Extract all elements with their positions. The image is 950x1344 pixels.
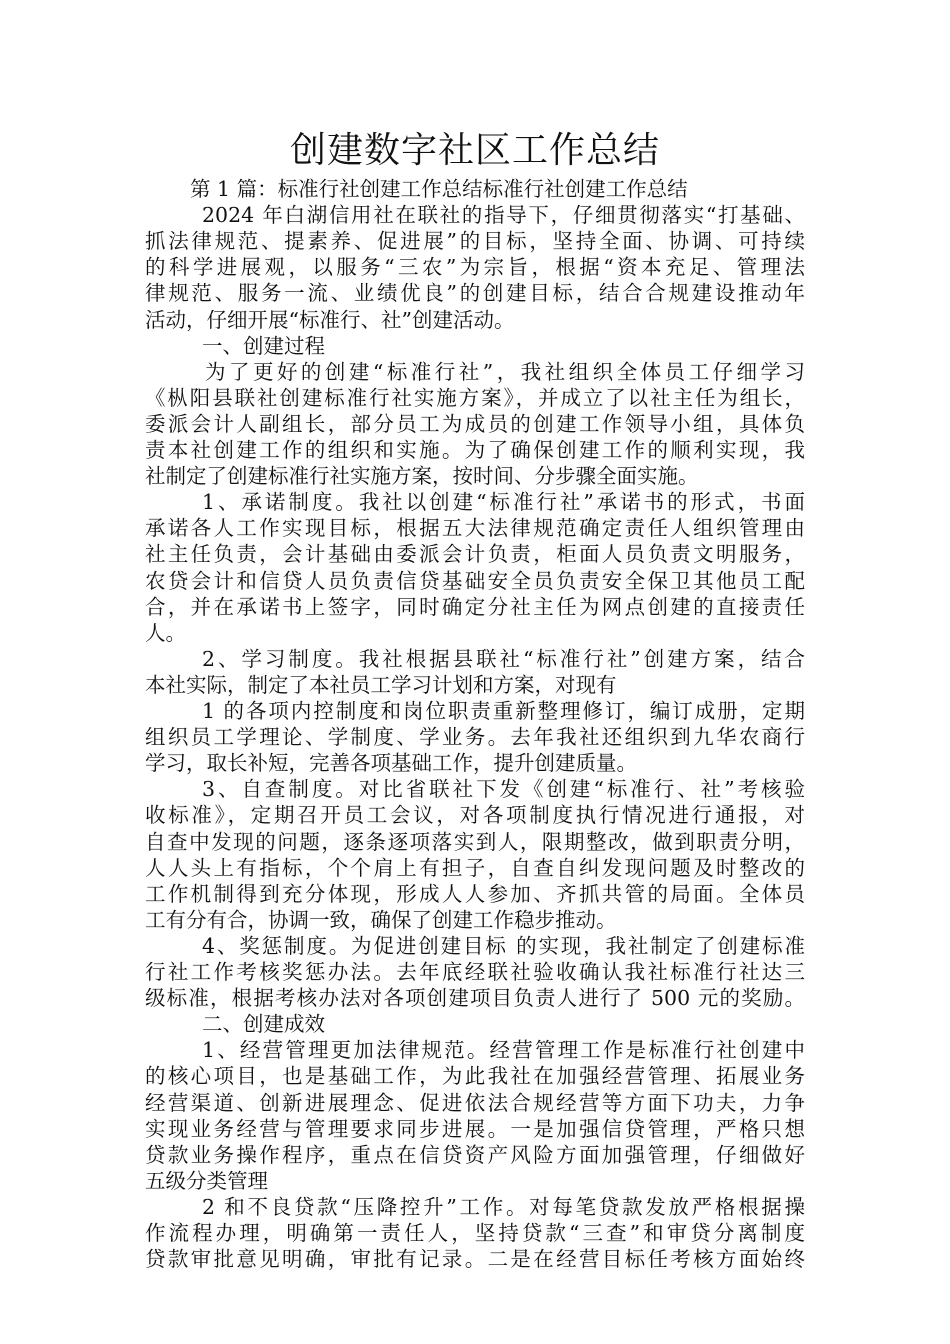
paragraph-line: 社主任负责，会计基础由委派会计负责，柜面人员负责文明服务， <box>145 542 805 567</box>
paragraph-line: 级标准，根据考核办法对各项创建项目负责人进行了 500 元的奖励。 <box>145 986 805 1011</box>
paragraph-line: 贷款审批意见明确，审批有记录。二是在经营目标任考核方面始终 <box>145 1247 805 1272</box>
paragraph-line: 人。 <box>145 620 186 645</box>
paragraph-line: 2、学习制度。我社根据县联社“标准行社”创建方案，结合 <box>202 646 805 671</box>
paragraph-line: 4、奖惩制度。为促进创建目标 的实现，我社制定了创建标准 <box>202 933 805 958</box>
paragraph-line: 农贷会计和信贷人员负责信贷基础安全员负责安全保卫其他员工配 <box>145 568 805 593</box>
paragraph-line: 学习，取长补短，完善各项基础工作，提升创建质量。 <box>145 751 637 776</box>
paragraph-line: 经营渠道、创新进展理念、促进依法合规经营等方面下功夫，力争 <box>145 1090 805 1115</box>
paragraph-line: 为了更好的创建“标准行社”，我社组织全体员工仔细学习 <box>205 359 805 384</box>
paragraph-line: 3、自查制度。对比省联社下发《创建“标准行、社”考核验 <box>202 777 805 802</box>
paragraph-line: 责本社创建工作的组织和实施。为了确保创建工作的顺利实现，我 <box>145 438 805 462</box>
paragraph-line: 实现业务经营与管理要求同步进展。一是加强信贷管理，严格只想 <box>145 1116 805 1141</box>
paragraph-line: 1 的各项内控制度和岗位职责重新整理修订，编订成册，定期 <box>202 699 805 723</box>
paragraph-line: 合，并在承诺书上签字，同时确定分社主任为网点创建的直接责任 <box>145 594 805 619</box>
paragraph-line: 委派会计人副组长，部分员工为成员的创建工作领导小组，具体负 <box>145 411 805 436</box>
paragraph-line: 五级分类管理 <box>145 1168 268 1193</box>
paragraph-line: 二、创建成效 <box>202 1012 325 1037</box>
paragraph-line: 活动，仔细开展“标准行、社”创建活动。 <box>145 307 515 332</box>
paragraph-line: 1、经营管理更加法律规范。经营管理工作是标准行社创建中 <box>202 1038 805 1063</box>
paragraph-line: 承诺各人工作实现目标，根据五大法律规范确定责任人组织管理由 <box>145 516 805 541</box>
paragraph-line: 《枞阳县联社创建标准行社实施方案》，并成立了以社主任为组长， <box>145 385 805 410</box>
paragraph-line: 工作机制得到充分体现，形成人人参加、齐抓共管的局面。全体员 <box>145 881 805 906</box>
paragraph-line: 作流程办理，明确第一责任人，坚持贷款“三查”和审贷分离制度 <box>145 1221 805 1245</box>
paragraph-line: 律规范、服务一流、业绩优良”的创建目标，结合合规建设推动年 <box>145 281 805 306</box>
paragraph-line: 本社实际，制定了本社员工学习计划和方案，对现有 <box>145 672 617 697</box>
paragraph-line: 社制定了创建标准行社实施方案，按时间、分步骤全面实施。 <box>145 464 699 489</box>
paragraph-line: 1、承诺制度。我社以创建“标准行社”承诺书的形式，书面 <box>202 490 805 515</box>
paragraph-line: 一、创建过程 <box>202 333 325 358</box>
paragraph-line: 2 和不良贷款“压降控升”工作。对每笔贷款发放严格根据操 <box>202 1194 805 1219</box>
paragraph-line: 的科学进展观，以服务“三农”为宗旨，根据“资本充足、管理法 <box>145 255 805 280</box>
paragraph-line: 组织员工学理论、学制度、学业务。去年我社还组织到九华农商行 <box>145 725 805 750</box>
paragraph-line: 第 1 篇：标准行社创建工作总结标准行社创建工作总结 <box>190 177 688 201</box>
paragraph-line: 工有分有合，协调一致，确保了创建工作稳步推动。 <box>145 907 617 932</box>
paragraph-line: 人人头上有指标，个个肩上有担子，自查自纠发现问题及时整改的 <box>145 855 805 880</box>
paragraph-line: 收标准》，定期召开员工会议，对各项制度执行情况进行通报，对 <box>145 803 805 828</box>
paragraph-line: 2024 年白湖信用社在联社的指导下，仔细贯彻落实“打基础、 <box>202 203 805 228</box>
paragraph-line: 抓法律规范、提素养、促进展”的目标，坚持全面、协调、可持续 <box>145 229 805 254</box>
paragraph-line: 贷款业务操作程序，重点在信贷资产风险方面加强管理，仔细做好 <box>145 1142 805 1167</box>
document-title: 创建数字社区工作总结 <box>289 130 660 171</box>
paragraph-line: 的核心项目，也是基础工作，为此我社在加强经营管理、拓展业务 <box>145 1064 805 1089</box>
paragraph-line: 自查中发现的问题，逐条逐项落实到人，限期整改，做到职责分明， <box>145 829 805 854</box>
paragraph-line: 行社工作考核奖惩办法。去年底经联社验收确认我社标准行社达三 <box>145 960 805 984</box>
